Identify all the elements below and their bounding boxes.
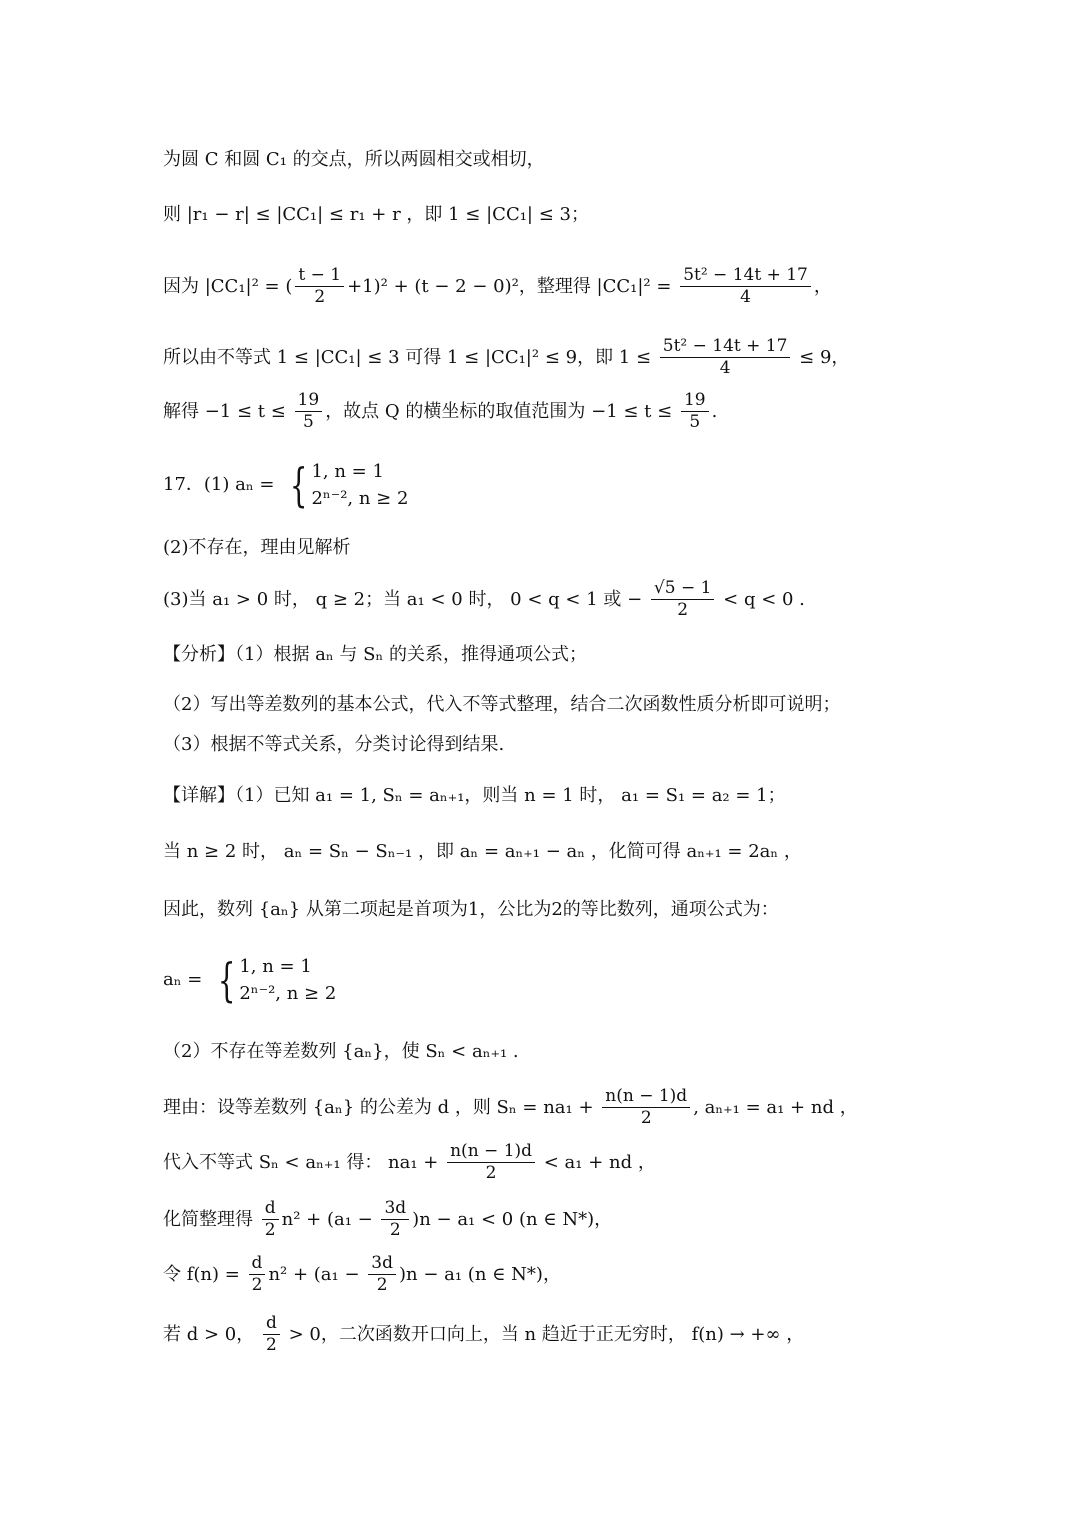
text-run: 【分析】（1）根据 aₙ 与 Sₙ 的关系，推得通项公式； bbox=[163, 644, 587, 665]
fraction-denominator: 4 bbox=[719, 358, 731, 379]
text-run: 因为 |CC₁|² = ( bbox=[163, 275, 293, 297]
text-run: 解得 −1 ≤ t ≤ bbox=[163, 400, 292, 422]
text-line bbox=[163, 899, 779, 921]
text-run: (3)当 a₁ > 0 时， q ≥ 2；当 a₁ < 0 时， 0 < q < 1 或 − bbox=[163, 588, 648, 610]
text-line bbox=[163, 1198, 612, 1242]
fraction bbox=[249, 1253, 266, 1297]
fraction-denominator: 2 bbox=[485, 1163, 497, 1184]
text-run: 则 |r₁ − r| ≤ |CC₁| ≤ r₁ + r ，即 1 ≤ |CC₁| ≤ 3； bbox=[163, 204, 589, 225]
text-line bbox=[163, 953, 336, 1007]
text-line bbox=[163, 694, 840, 716]
text-run: （2）写出等差数列的基本公式，代入不等式整理，结合二次函数性质分析即可说明； bbox=[163, 694, 841, 715]
left-brace: { bbox=[290, 458, 308, 512]
text-line bbox=[163, 578, 805, 622]
fraction-numerator: 19 bbox=[681, 390, 709, 412]
text-run: 令 f(n) = bbox=[163, 1263, 246, 1285]
text-run: 化简整理得 bbox=[163, 1208, 259, 1230]
text-line bbox=[163, 336, 849, 380]
text-run: (2)不存在，理由见解析 bbox=[163, 537, 351, 558]
case-rows bbox=[239, 953, 336, 1007]
fraction-denominator: 5 bbox=[689, 412, 701, 433]
text-line bbox=[163, 149, 545, 171]
fraction-numerator: t − 1 bbox=[295, 265, 344, 287]
piecewise-cases bbox=[284, 458, 408, 512]
text-run: < q < 0 . bbox=[717, 588, 805, 610]
fraction bbox=[602, 1086, 690, 1130]
fraction-denominator: 2 bbox=[389, 1220, 401, 1241]
text-line bbox=[163, 644, 587, 666]
text-run: 因此，数列 {aₙ} 从第二项起是首项为1，公比为2的等比数列，通项公式为： bbox=[163, 899, 779, 920]
text-run: 若 d > 0， bbox=[163, 1323, 260, 1345]
text-line bbox=[163, 734, 504, 756]
text-line bbox=[163, 841, 802, 863]
text-run: > 0，二次函数开口向上，当 n 趋近于正无穷时， f(n) → +∞ ， bbox=[282, 1323, 805, 1345]
text-line bbox=[163, 265, 832, 309]
fraction-denominator: 5 bbox=[302, 412, 314, 433]
text-run: ， bbox=[813, 275, 832, 297]
fraction-numerator: d bbox=[263, 1313, 280, 1335]
fraction-denominator: 2 bbox=[640, 1108, 652, 1129]
text-run: （2）不存在等差数列 {aₙ}，使 Sₙ < aₙ₊₁ . bbox=[163, 1041, 519, 1062]
text-run: , aₙ₊₁ = a₁ + nd ， bbox=[693, 1096, 858, 1118]
fraction-numerator: √5 − 1 bbox=[651, 578, 715, 600]
fraction bbox=[660, 336, 791, 380]
text-run: 理由：设等差数列 {aₙ} 的公差为 d ，则 Sₙ = na₁ + bbox=[163, 1096, 600, 1118]
fraction-numerator: 19 bbox=[295, 390, 323, 412]
text-run: )n − a₁ (n ∈ N*)， bbox=[398, 1263, 561, 1285]
text-run: 为圆 C 和圆 C₁ 的交点，所以两圆相交或相切， bbox=[163, 149, 545, 170]
text-line bbox=[163, 1041, 519, 1063]
fraction-denominator: 2 bbox=[265, 1335, 277, 1356]
text-run: . bbox=[711, 400, 718, 422]
fraction bbox=[368, 1253, 396, 1297]
fraction-numerator: n(n − 1)d bbox=[602, 1086, 690, 1108]
piecewise-cases bbox=[212, 953, 336, 1007]
fraction-numerator: d bbox=[249, 1253, 266, 1275]
left-brace: { bbox=[217, 953, 236, 1007]
fraction bbox=[263, 1313, 280, 1357]
fraction-numerator: d bbox=[262, 1198, 279, 1220]
text-run: 代入不等式 Sₙ < aₙ₊₁ 得： na₁ + bbox=[163, 1151, 445, 1173]
fraction-numerator: 5t² − 14t + 17 bbox=[680, 265, 811, 287]
fraction bbox=[262, 1198, 279, 1242]
fraction bbox=[447, 1141, 535, 1185]
text-run: ≤ 9， bbox=[793, 346, 850, 368]
case-row: 1, n = 1 bbox=[311, 461, 384, 482]
text-line bbox=[163, 458, 408, 512]
fraction bbox=[680, 265, 811, 309]
case-row: 2ⁿ⁻², n ≥ 2 bbox=[239, 983, 337, 1004]
text-run: n² + (a₁ − bbox=[281, 1208, 379, 1230]
case-row: 1, n = 1 bbox=[239, 956, 312, 977]
case-row: 2ⁿ⁻², n ≥ 2 bbox=[311, 488, 409, 509]
fraction-numerator: n(n − 1)d bbox=[447, 1141, 535, 1163]
fraction bbox=[295, 265, 344, 309]
text-line bbox=[163, 537, 351, 559]
fraction-denominator: 2 bbox=[251, 1275, 263, 1296]
fraction-denominator: 2 bbox=[376, 1275, 388, 1296]
text-run: < a₁ + nd ， bbox=[538, 1151, 656, 1173]
text-run: n² + (a₁ − bbox=[268, 1263, 366, 1285]
fraction-denominator: 2 bbox=[314, 287, 326, 308]
fraction-denominator: 4 bbox=[740, 287, 751, 308]
fraction bbox=[681, 390, 709, 434]
text-line bbox=[163, 1313, 804, 1357]
text-run: 当 n ≥ 2 时， aₙ = Sₙ − Sₙ₋₁ ，即 aₙ = aₙ₊₁ − aₙ ，化简可得 aₙ₊₁ = 2aₙ ， bbox=[163, 841, 802, 862]
fraction bbox=[381, 1198, 409, 1242]
text-run: aₙ = bbox=[163, 969, 209, 991]
fraction bbox=[651, 578, 715, 622]
text-run: 【详解】（1）已知 a₁ = 1, Sₙ = aₙ₊₁，则当 n = 1 时， a₁ = S₁ = a₂ = 1； bbox=[163, 785, 786, 806]
text-run: 17．(1) aₙ = bbox=[163, 474, 281, 496]
text-run: 所以由不等式 1 ≤ |CC₁| ≤ 3 可得 1 ≤ |CC₁|² ≤ 9，即 1 ≤ bbox=[163, 346, 657, 368]
text-run: （3）根据不等式关系，分类讨论得到结果. bbox=[163, 734, 505, 755]
fraction-numerator: 3d bbox=[381, 1198, 409, 1220]
fraction-denominator: 2 bbox=[264, 1220, 276, 1241]
text-line bbox=[163, 204, 589, 226]
text-run: )n − a₁ < 0 (n ∈ N*)， bbox=[412, 1208, 613, 1230]
text-line bbox=[163, 1086, 858, 1130]
text-run: +1)² + (t − 2 − 0)²，整理得 |CC₁|² = bbox=[347, 275, 678, 297]
text-line bbox=[163, 785, 786, 807]
case-rows bbox=[311, 458, 408, 512]
fraction-numerator: 3d bbox=[368, 1253, 396, 1275]
text-line bbox=[163, 390, 717, 434]
fraction bbox=[295, 390, 323, 434]
text-line bbox=[163, 1253, 561, 1297]
text-run: ，故点 Q 的横坐标的取值范围为 −1 ≤ t ≤ bbox=[325, 400, 678, 422]
fraction-numerator: 5t² − 14t + 17 bbox=[660, 336, 791, 358]
text-line bbox=[163, 1141, 656, 1185]
fraction-denominator: 2 bbox=[677, 600, 689, 621]
